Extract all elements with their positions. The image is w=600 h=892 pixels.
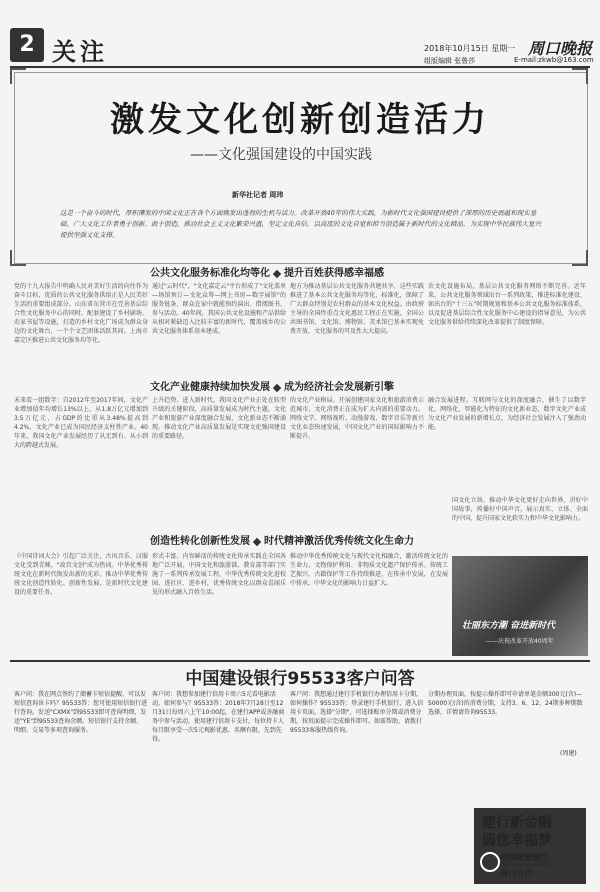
contact-email: E-mail:zkwb@163.com [514,56,594,64]
section-heading-left: 创造性转化创新性发展 [150,536,250,547]
ad-slogan: 圆您幸福梦 [482,833,552,849]
section-title: 关注 [52,37,108,66]
article-column: 上升趋势。进入新时代，我国文化产业正处在转型升级的关键阶段，高质量发展成为时代主题，文化产业和旅游产业深度融合发展，文化新业态不断涌现。推动文化产业高质量发展是实现文化强国建设的重要路径。 [152,397,286,440]
editor-credit: 组版编辑 张鲁莎 [424,57,476,65]
article-author: 新华社记者 周玮 [232,191,284,199]
article-column: 融合发展进程。互联网与文化的深度融合，催生了以数字化、网络化、智能化为特征的文化新业态，数字文化产业成为文化产业发展的新增长点，为经济社会发展注入了强劲动能。 [428,397,586,431]
issue-date: 2018年10月15日 星期一 [424,44,516,53]
ad-title: 中国建设银行95533客户问答 [185,669,415,689]
ad-slogan: 建行新金融 [482,815,552,831]
newspaper-logo: 周口晚报 [528,39,593,58]
article-column: 《中国诗词大会》引起广泛关注，古风音乐、汉服文化受到青睐，"故宫文创"成为热词。中华优秀传统文化在新时代焕发出新的光彩。推动中华优秀传统文化创造性转化、创新性发展，是新时代文化建设的重要任务。 [14,553,148,596]
section-heading [150,532,414,547]
ad-rule [10,660,590,662]
article-column: 农文化设施布局，基层公共文化服务网络不断完善。近年来，公共文化服务领域出台一系列政策，推进标准化建设，如出台的"十三五"时期规划和基本公共文化服务标准体系，以及促进基层综合性文化服务中心建设的指导意见，为公共文化服务供给持续深化改革提供了制度保障。 [428,283,586,326]
article-column: 推动中华优秀传统文化与现代文化相融合，激活传统文化的生命力。文物保护利用、非物质文化遗产保护传承、传统工艺振兴、古籍保护等工作持续推进，在传承中发展，在发展中传承，中华文化的影响力日益扩大。 [290,553,448,587]
diamond-separator-icon [253,537,261,545]
section-heading-right: 提升百姓获得感幸福感 [284,268,384,279]
bank-name: 中国建设银行 [500,853,548,862]
section-heading-right: 成为经济社会发展新引擎 [284,382,394,393]
article-column: 地方为推动基层公共文化服务共建共享，这些实践推进了基本公共文化服务均等化、标准化，保障了广大群众特别是农村群众的基本文化权益。由政府主导的全国性重点文化惠民工程正在实施，全国公共图书馆、文化馆、博物馆、美术馆已基本实现免费开放，文化服务的可及性大大提高。 [290,283,424,335]
section-heading-left: 公共文化服务标准化均等化 [150,268,270,279]
frame-corner-ornament [10,68,26,84]
qa-column: 客户问：我想通过建行手机银行办理信用卡分期，如何操作？95533答：登录建行手机银行，进入信用卡页面，选择"分期"，可选择账单分期或消费分期，按页面提示完成操作即可。如需帮助，请拨打95533客服热线咨询。 [290,691,424,734]
article-title: 激发文化创新创造活力 [110,100,490,140]
frame-corner-ornament [572,68,588,84]
article-intro: 这是一个奋斗的时代，厚积薄发的中国文化正在各个方面焕发出蓬勃的生机与活力。改革开放40年的伟大实践，为新时代文化强国建设提供了深厚的历史底蕴和现实基础。广大文化工作者勇于创新、敢于创造，推动社会主义文化繁荣兴盛，坚定文化自信，以高度的文化自觉和担当创造属于新时代的文化精品，为实现中华民族伟大复兴提供坚强文化支撑。 [60,209,541,239]
ad-signoff: (周建) [560,750,577,757]
bank-logo-icon [480,852,500,872]
article-column: 形式丰富、内容鲜活的传统文化传承实践在全国各地广泛开展，中国文化和旅游部、教育部等部门实施了一系列传承发展工程，中华优秀传统文化进校园、进社区、进乡村，优秀传统文化以群众喜闻乐见的形式融入百姓生活。 [152,553,286,596]
article-column: 未来看一组数字：自2012年至2017年间，文化产业增加值年均增长13%以上，从1.8万亿元增加到3.5万亿元，占GDP的比重从3.48%提高到4.2%，文化产业已成为国民经济支柱性产业。40年来，我国文化产业发展经历了从无到有、从小到大的跨越式发展。 [14,397,148,449]
section-heading-right: 时代精神激活优秀传统文化生命力 [264,536,414,547]
article-subtitle: ——文化强国建设的中国实践 [190,147,372,163]
section-heading [150,378,394,393]
header-rule [10,66,590,68]
article-column: 通过"云时代"，"文化嘉定云"平台形成了"文化菜单—场馆预订—文化众筹—网上书房—数字展馆"的服务链条，群众在家中就能预约演出、借阅图书、参与活动。40年间，我国公共文化设施和产品供给从相对紧缺迈入比较丰富的新时代，覆盖城乡的公共文化服务体系基本建成。 [152,283,286,335]
qa-column: 客户问：我在网点签约了储蓄卡短信提醒，可以发短信查询该卡吗？95533答：您可使用短信银行进行查询。发送"CXMX"到95533即可查询明细，发送"YE"到95533查询余额。短信银行支持余额、明细、交易等多项查询服务。 [14,691,148,734]
page-number: 2 [10,28,44,62]
qa-column: 客户问：我想参加建行信用卡周六5元看电影活动，如何参与？95533答：2018年7月28日至12月31日每周六上午10:00起，在建行APP或善融商务中参与活动，使用建行信用卡支付，每位持卡人每月限享受一次5元观影优惠，名额有限，先到先得。 [152,691,285,743]
qa-column: 分期办理页面，按提示操作即可申请单笔金额300元(含)—50000元(含)的消费分期，支持3、6、12、24期多种期数选择，详情请咨询95533。 [428,691,583,716]
diamond-separator-icon [273,383,281,391]
article-column: 的文化产业格局。开展创建国家文化和旅游消费示范城市，文化消费正在成为扩大内需的重要动力。网络文学、网络视听、动漫游戏、数字音乐等新兴文化业态快速发展，中国文化产业的国际影响力不断提升。 [290,397,424,440]
article-column: 国文化立场，推动中华文化更好走向世界，讲好中国故事，传播好中国声音，展示真实、立体、全面的中国，提升国家文化软实力和中华文化影响力。 [452,497,588,522]
article-column: 党的十九大报告中明确人民对美好生活的向往作为奋斗目标，优质的公共文化服务供给正是人民美好生活的重要组成部分。山东省东营市在完善基层综合性文化服务中心的同时，配套建设了乡村剧场、农家书屋等设施，打造的乡村文化广场成为群众身边的文化舞台，一个个文艺团体活跃其间。上海市嘉定区推进公共文化服务均等化。 [14,283,148,344]
photo-subcaption: ——庆祝改革开放40周年 [486,638,554,645]
section-heading [150,264,384,279]
bank-name-en: China Construction Bank [500,862,550,867]
frame-corner-ornament [572,250,588,266]
photo-caption: 壮丽东方潮 奋进新时代 [462,621,556,631]
frame-corner-ornament [10,250,26,266]
section-heading-left: 文化产业健康持续加快发展 [150,382,270,393]
diamond-separator-icon [273,269,281,277]
bank-branch: 周口分行 [500,869,532,878]
